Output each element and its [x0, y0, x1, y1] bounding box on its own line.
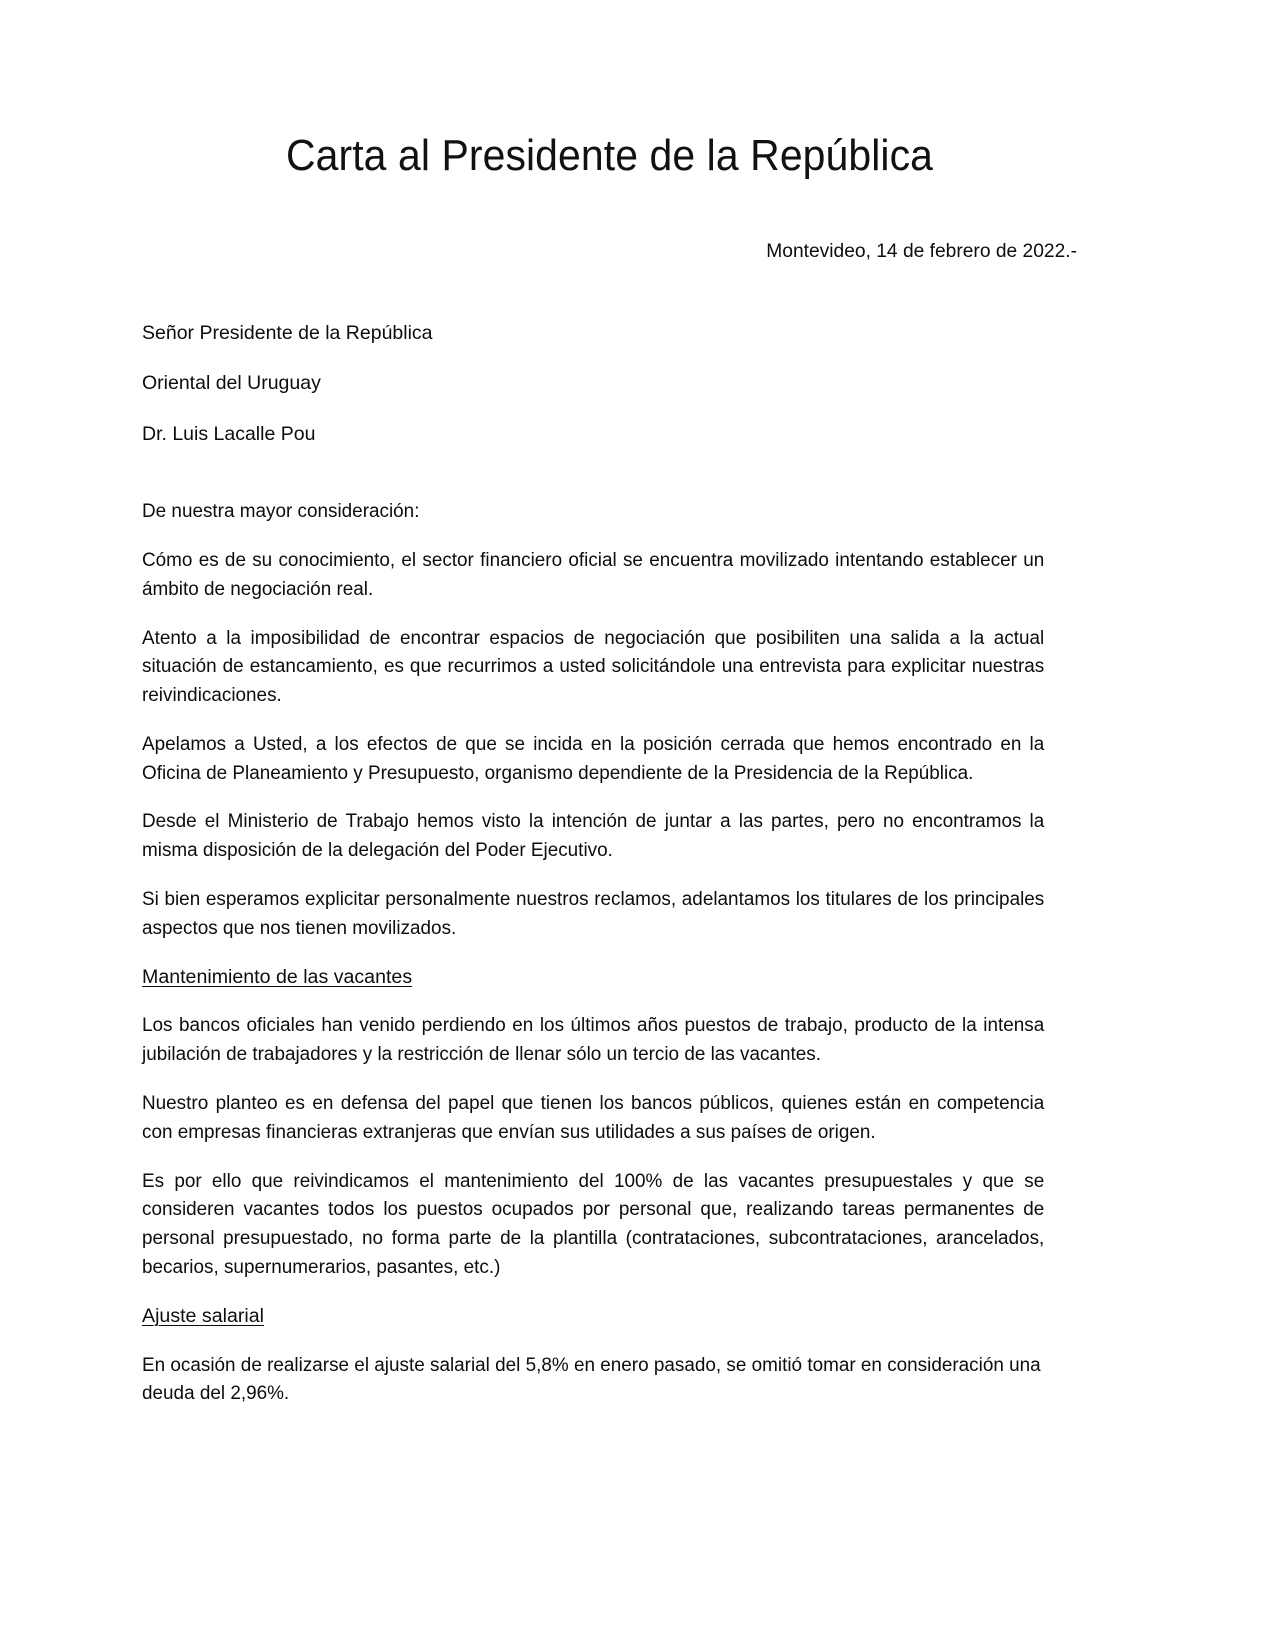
paragraph-1: Cómo es de su conocimiento, el sector financiero oficial se encuentra movilizado intentando establecer un ámbito de negociación real. [142, 548, 1045, 600]
paragraph-6: Los bancos oficiales han venido perdiendo en los últimos años puestos de trabajo, producto de la intensa jubilación de trabajadores y la restricción de llenar sólo un tercio de las vacantes. [142, 1014, 1045, 1066]
paragraph-8: Es por ello que reivindicamos el mantenimiento del 100% de las vacantes presupuestales y que se consideren vacantes todos los puestos ocupados por personal que, realizando tareas permanentes de personal presupuestado, no forma parte de la plantilla (contrataciones, subcontrataciones, arancelados, becarios, supernumerarios, pasantes, etc.) [142, 1169, 1045, 1279]
section-heading-vacantes [142, 963, 1077, 992]
paragraph-4: Desde el Ministerio de Trabajo hemos visto la intención de juntar a las partes, pero no encontramos la misma disposición de la delegación del Poder Ejecutivo. [142, 810, 1045, 862]
paragraph-7: Nuestro planteo es en defensa del papel que tienen los bancos públicos, quienes están en competencia con empresas financieras extranjeras que envían sus utilidades a sus países de origen. [142, 1092, 1045, 1143]
addressee-block [142, 265, 1077, 447]
paragraph-2: Atento a la imposibilidad de encontrar espacios de negociación que posibiliten una salida a la actual situación de estancamiento, es que recurrimos a usted solicitándole una entrevista para explicitar nuestras reivindicaciones. [142, 626, 1045, 707]
addressee-line-title: Señor Presidente de la República [142, 322, 433, 345]
paragraph-5: Si bien esperamos explicitar personalmente nuestros reclamos, adelantamos los titulares de los principales aspectos que nos tienen movilizados. [142, 888, 1045, 939]
section-heading-ajuste [142, 1302, 1077, 1331]
section-heading-vacantes-label: Mantenimiento de las vacantes [142, 965, 413, 988]
document-content [142, 0, 1077, 1428]
paragraph-9: En ocasión de realizarse el ajuste salarial del 5,8% en enero pasado, se omitió tomar en consideración una deuda del 2,96%. [142, 1353, 1041, 1405]
section-heading-ajuste-label: Ajuste salarial [142, 1304, 264, 1327]
salutation: De nuestra mayor consideración: [142, 500, 420, 523]
date-line: Montevideo, 14 de febrero de 2022.- [766, 239, 1077, 262]
addressee-line-name: Dr. Luis Lacalle Pou [142, 422, 316, 445]
paragraph-3: Apelamos a Usted, a los efectos de que se incida en la posición cerrada que hemos encontrado en la Oficina de Planeamiento y Presupuesto, organismo dependiente de la Presidencia de la República. [142, 732, 1045, 784]
letter-body [142, 447, 1077, 1408]
addressee-line-country: Oriental del Uruguay [142, 372, 321, 395]
page-title: Carta al Presidente de la República [286, 131, 933, 180]
